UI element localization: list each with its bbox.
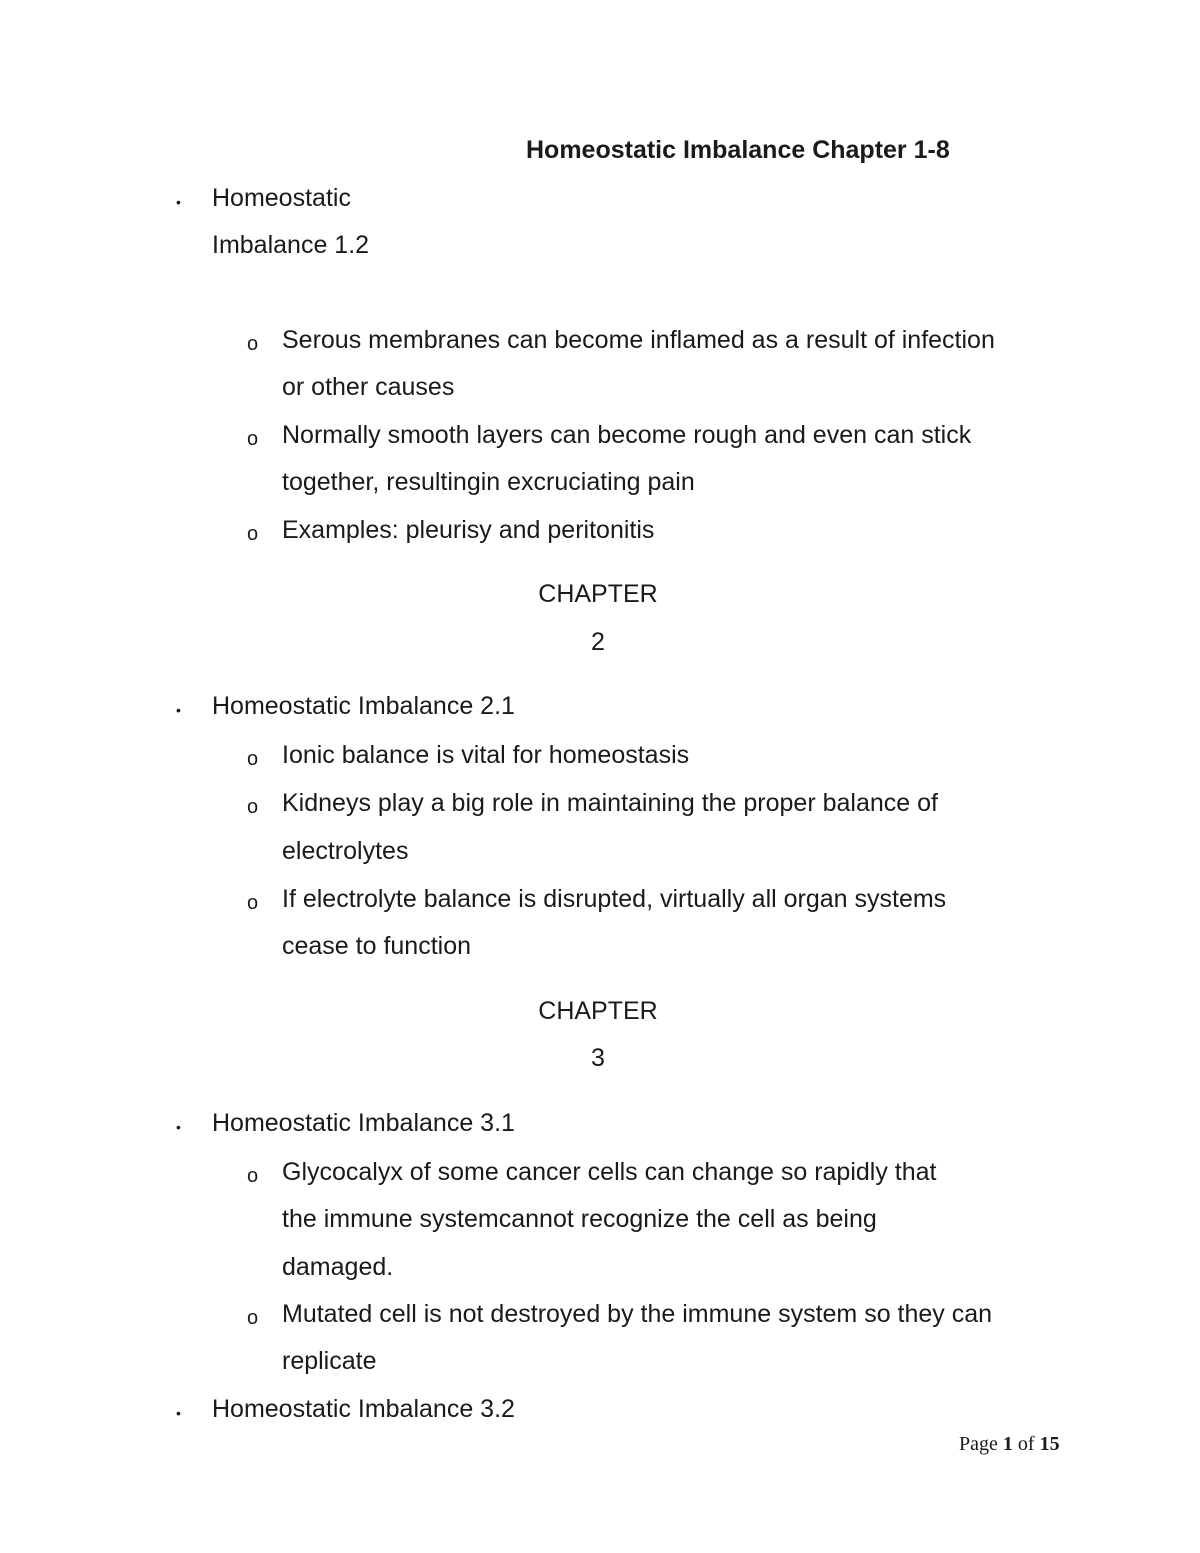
section-heading: Imbalance 1.2: [212, 231, 370, 259]
list-item-text: If electrolyte balance is disrupted, virtually all organ systems: [282, 885, 947, 913]
section-heading: Homeostatic: [212, 184, 351, 212]
sub-bullet-icon: o: [247, 523, 259, 545]
list-item-text: Normally smooth layers can become rough and even can stick: [282, 421, 972, 449]
page-label: Page: [959, 1433, 998, 1455]
sub-bullet-icon: o: [247, 333, 259, 355]
chapter-number: 3: [591, 1044, 605, 1072]
list-item-text: Ionic balance is vital for homeostasis: [282, 741, 690, 769]
sub-bullet-icon: o: [247, 748, 259, 770]
list-item-text: replicate: [282, 1347, 377, 1375]
bullet-icon: •: [176, 1119, 181, 1135]
list-item-text: Examples: pleurisy and peritonitis: [282, 516, 655, 544]
list-item-text: Glycocalyx of some cancer cells can change so rapidly that: [282, 1158, 937, 1186]
list-item-text: Kidneys play a big role in maintaining the proper balance of: [282, 789, 938, 817]
list-item-text: the immune systemcannot recognize the cell as being: [282, 1205, 877, 1233]
list-item-text: or other causes: [282, 373, 455, 401]
chapter-heading: CHAPTER: [538, 997, 658, 1025]
total-pages: 15: [1039, 1433, 1060, 1455]
chapter-number: 2: [591, 628, 605, 656]
section-heading: Homeostatic Imbalance 3.1: [212, 1109, 515, 1137]
sub-bullet-icon: o: [247, 1165, 259, 1187]
document-title: Homeostatic Imbalance Chapter 1-8: [526, 136, 950, 164]
sub-bullet-icon: o: [247, 1307, 259, 1329]
bullet-icon: •: [176, 1405, 181, 1421]
page-footer: [959, 1433, 1060, 1456]
of-label: of: [1017, 1433, 1035, 1455]
sub-bullet-icon: o: [247, 796, 259, 818]
bullet-icon: •: [176, 194, 181, 210]
list-item-text: together, resultingin excruciating pain: [282, 468, 695, 496]
list-item-text: electrolytes: [282, 837, 409, 865]
page-number: 1: [1002, 1433, 1013, 1455]
list-item-text: Serous membranes can become inflamed as a result of infection: [282, 326, 995, 354]
list-item-text: damaged.: [282, 1253, 394, 1281]
list-item-text: Mutated cell is not destroyed by the immune system so they can: [282, 1300, 993, 1328]
chapter-heading: CHAPTER: [538, 580, 658, 608]
sub-bullet-icon: o: [247, 428, 259, 450]
section-heading: Homeostatic Imbalance 2.1: [212, 692, 515, 720]
bullet-icon: •: [176, 702, 181, 718]
list-item-text: cease to function: [282, 932, 472, 960]
section-heading: Homeostatic Imbalance 3.2: [212, 1395, 515, 1423]
sub-bullet-icon: o: [247, 892, 259, 914]
